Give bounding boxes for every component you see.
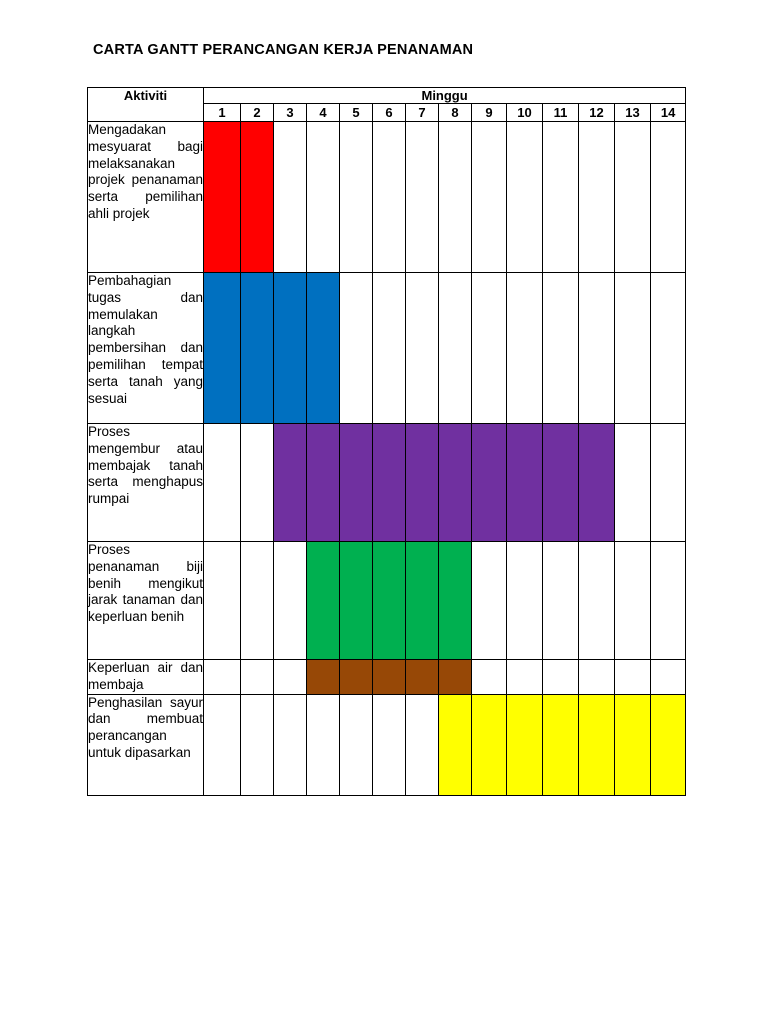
empty-week-cell (406, 122, 439, 273)
empty-week-cell (651, 660, 686, 695)
empty-week-cell (472, 122, 507, 273)
empty-week-cell (204, 660, 241, 695)
activity-row (88, 424, 686, 542)
gantt-bar-cell (340, 542, 373, 660)
empty-week-cell (373, 122, 406, 273)
gantt-body (88, 122, 686, 796)
gantt-bar-cell (439, 542, 472, 660)
week-header-13: 13 (615, 104, 651, 122)
weeks-column-header: Minggu (204, 88, 686, 104)
empty-week-cell (472, 273, 507, 424)
empty-week-cell (472, 542, 507, 660)
gantt-bar-cell (615, 694, 651, 795)
empty-week-cell (274, 542, 307, 660)
empty-week-cell (274, 122, 307, 273)
gantt-bar-cell (241, 273, 274, 424)
empty-week-cell (241, 542, 274, 660)
activity-row (88, 273, 686, 424)
gantt-bar-cell (507, 694, 543, 795)
activity-row (88, 122, 686, 273)
gantt-bar-cell (543, 694, 579, 795)
gantt-bar-cell (472, 424, 507, 542)
empty-week-cell (543, 273, 579, 424)
gantt-bar-cell (373, 424, 406, 542)
gantt-bar-cell (204, 122, 241, 273)
empty-week-cell (579, 273, 615, 424)
activity-description: Keperluan air dan membaja (88, 660, 204, 695)
gantt-bar-cell (579, 424, 615, 542)
empty-week-cell (241, 694, 274, 795)
empty-week-cell (543, 542, 579, 660)
empty-week-cell (579, 542, 615, 660)
week-header-9: 9 (472, 104, 507, 122)
empty-week-cell (615, 424, 651, 542)
empty-week-cell (579, 660, 615, 695)
header-row (88, 88, 686, 104)
gantt-bar-cell (307, 660, 340, 695)
empty-week-cell (406, 273, 439, 424)
empty-week-cell (507, 122, 543, 273)
week-header-12: 12 (579, 104, 615, 122)
gantt-bar-cell (340, 424, 373, 542)
activity-description: Penghasilan sayur dan membuat perancangan untuk dipasarkan (88, 694, 204, 795)
week-header-1: 1 (204, 104, 241, 122)
activity-description: Mengadakan mesyuarat bagi melaksanakan projek penanaman serta pemilihan ahli projek (88, 122, 204, 273)
empty-week-cell (307, 694, 340, 795)
gantt-bar-cell (406, 424, 439, 542)
empty-week-cell (615, 542, 651, 660)
empty-week-cell (241, 424, 274, 542)
empty-week-cell (651, 424, 686, 542)
empty-week-cell (651, 273, 686, 424)
empty-week-cell (307, 122, 340, 273)
empty-week-cell (204, 694, 241, 795)
activity-row (88, 660, 686, 695)
gantt-bar-cell (579, 694, 615, 795)
activity-description: Proses mengembur atau membajak tanah serta menghapus rumpai (88, 424, 204, 542)
gantt-bar-cell (373, 660, 406, 695)
gantt-bar-cell (406, 660, 439, 695)
empty-week-cell (507, 273, 543, 424)
empty-week-cell (373, 694, 406, 795)
week-header-5: 5 (340, 104, 373, 122)
week-header-4: 4 (307, 104, 340, 122)
activity-description: Pembahagian tugas dan memulakan langkah pembersihan dan pemilihan tempat serta tanah yang sesuai (88, 273, 204, 424)
empty-week-cell (507, 660, 543, 695)
empty-week-cell (340, 273, 373, 424)
empty-week-cell (615, 273, 651, 424)
gantt-bar-cell (241, 122, 274, 273)
gantt-bar-cell (204, 273, 241, 424)
week-header-14: 14 (651, 104, 686, 122)
week-header-10: 10 (507, 104, 543, 122)
empty-week-cell (406, 694, 439, 795)
gantt-bar-cell (307, 542, 340, 660)
gantt-bar-cell (439, 694, 472, 795)
empty-week-cell (439, 273, 472, 424)
empty-week-cell (274, 694, 307, 795)
empty-week-cell (274, 660, 307, 695)
gantt-bar-cell (472, 694, 507, 795)
week-header-8: 8 (439, 104, 472, 122)
gantt-bar-cell (651, 694, 686, 795)
gantt-bar-cell (543, 424, 579, 542)
activity-column-header: Aktiviti (88, 88, 204, 122)
empty-week-cell (579, 122, 615, 273)
activity-description: Proses penanaman biji benih mengikut jarak tanaman dan keperluan benih (88, 542, 204, 660)
empty-week-cell (615, 122, 651, 273)
gantt-bar-cell (439, 424, 472, 542)
gantt-bar-cell (340, 660, 373, 695)
week-header-11: 11 (543, 104, 579, 122)
activity-row (88, 694, 686, 795)
activity-row (88, 542, 686, 660)
empty-week-cell (373, 273, 406, 424)
empty-week-cell (439, 122, 472, 273)
gantt-bar-cell (274, 273, 307, 424)
empty-week-cell (241, 660, 274, 695)
gantt-bar-cell (307, 424, 340, 542)
chart-title: CARTA GANTT PERANCANGAN KERJA PENANAMAN (93, 42, 474, 58)
gantt-table (87, 87, 686, 796)
week-header-7: 7 (406, 104, 439, 122)
empty-week-cell (204, 424, 241, 542)
week-header-3: 3 (274, 104, 307, 122)
empty-week-cell (543, 660, 579, 695)
empty-week-cell (340, 694, 373, 795)
gantt-bar-cell (507, 424, 543, 542)
gantt-bar-cell (307, 273, 340, 424)
gantt-bar-cell (439, 660, 472, 695)
empty-week-cell (340, 122, 373, 273)
empty-week-cell (615, 660, 651, 695)
empty-week-cell (507, 542, 543, 660)
empty-week-cell (651, 542, 686, 660)
empty-week-cell (543, 122, 579, 273)
gantt-bar-cell (406, 542, 439, 660)
empty-week-cell (472, 660, 507, 695)
gantt-bar-cell (373, 542, 406, 660)
week-header-2: 2 (241, 104, 274, 122)
week-header-6: 6 (373, 104, 406, 122)
gantt-bar-cell (274, 424, 307, 542)
empty-week-cell (204, 542, 241, 660)
empty-week-cell (651, 122, 686, 273)
